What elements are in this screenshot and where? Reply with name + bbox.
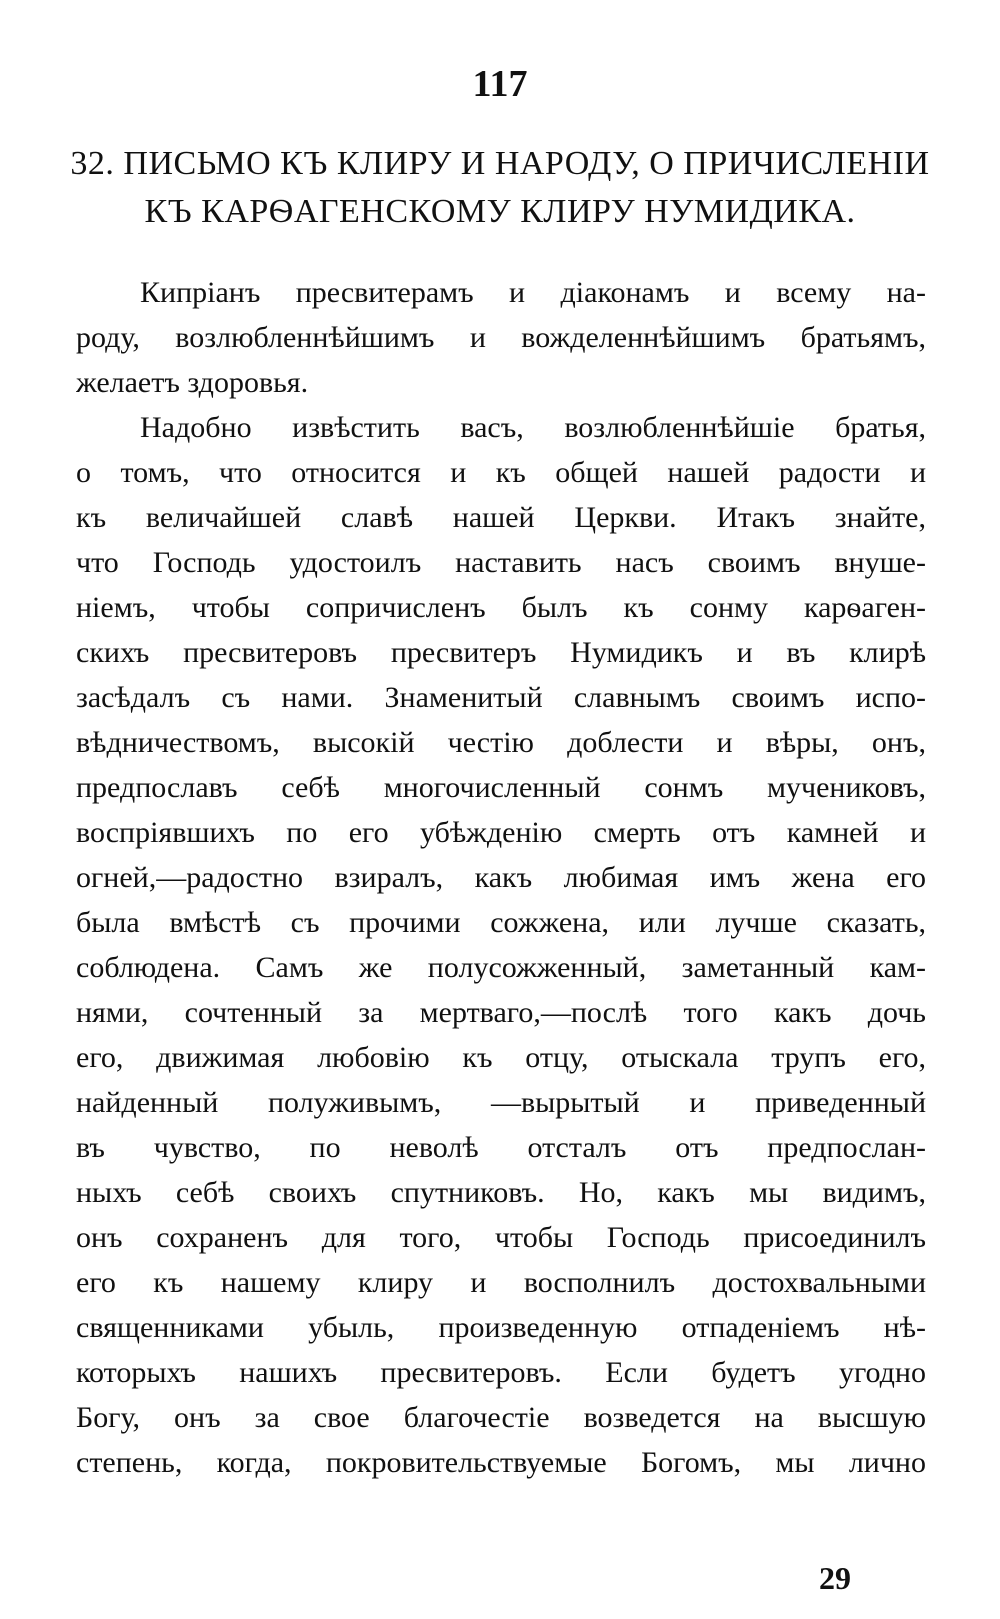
text-line: ныхъ себѣ своихъ спутниковъ. Но, какъ мы видимъ, [76,1176,926,1209]
text-line: къ величайшей славѣ нашей Церкви. Итакъ знайте, [76,501,926,534]
text-line: воспріявшихъ по его убѣжденію смерть отъ камней и [76,816,926,849]
text-line: священниками убыль, произведенную отпаденіемъ нѣ- [76,1311,926,1344]
body-text [76,270,926,1485]
text-line: роду, возлюбленнѣйшимъ и вожделеннѣйшимъ братьямъ, [76,321,926,354]
text-line: его къ нашему клиру и восполнилъ достохвальными [76,1266,926,1299]
text-line: желаетъ здоровья. [76,366,309,399]
text-line: была вмѣстѣ съ прочими сожжена, или лучше сказать, [76,906,926,939]
text-line: Кипріанъ пресвитерамъ и діаконамъ и всему на- [140,276,926,309]
text-line: предпославъ себѣ многочисленный сонмъ мучениковъ, [76,771,926,804]
text-line: соблюдена. Самъ же полусожженный, заметанный кам- [76,951,926,984]
text-line: о томъ, что относится и къ общей нашей радости и [76,456,926,489]
signature-mark: 29 [819,1560,851,1596]
text-line: засѣдалъ съ нами. Знаменитый славнымъ своимъ испо- [76,681,926,714]
text-line: найденный полуживымъ, —вырытый и приведенный [76,1086,926,1119]
chapter-title-line-1: 32. ПИСЬМО КЪ КЛИРУ И НАРОДУ, О ПРИЧИСЛЕНІИ [70,145,930,182]
text-line: нями, сочтенный за мертваго,—послѣ того какъ дочь [76,996,926,1029]
text-line: его, движимая любовію къ отцу, отыскала трупъ его, [76,1041,926,1074]
text-line: которыхъ нашихъ пресвитеровъ. Если будетъ угодно [76,1356,926,1389]
chapter-title-line-2: КЪ КАРѲАГЕНСКОМУ КЛИРУ НУМИДИКА. [144,193,856,230]
chapter-title [60,140,940,236]
text-line: Богу, онъ за свое благочестіе возведется на высшую [76,1401,926,1434]
page-number: 117 [472,63,528,105]
text-line: въ чувство, по неволѣ отсталъ отъ предпослан- [76,1131,926,1164]
text-line: скихъ пресвитеровъ пресвитеръ Нумидикъ и въ клирѣ [76,636,926,669]
text-line: Надобно извѣстить васъ, возлюбленнѣйшіе братья, [140,411,926,444]
text-line: что Господь удостоилъ наставить насъ своимъ внуше- [76,546,926,579]
text-line: степень, когда, покровительствуемые Богомъ, мы лично [76,1446,926,1479]
text-line: онъ сохраненъ для того, чтобы Господь присоединилъ [76,1221,926,1254]
text-line: вѣдничествомъ, высокій честію доблести и вѣры, онъ, [76,726,926,759]
text-line: ніемъ, чтобы сопричисленъ былъ къ сонму карѳаген- [76,591,926,624]
text-line: огней,—радостно взиралъ, какъ любимая имъ жена его [76,861,926,894]
